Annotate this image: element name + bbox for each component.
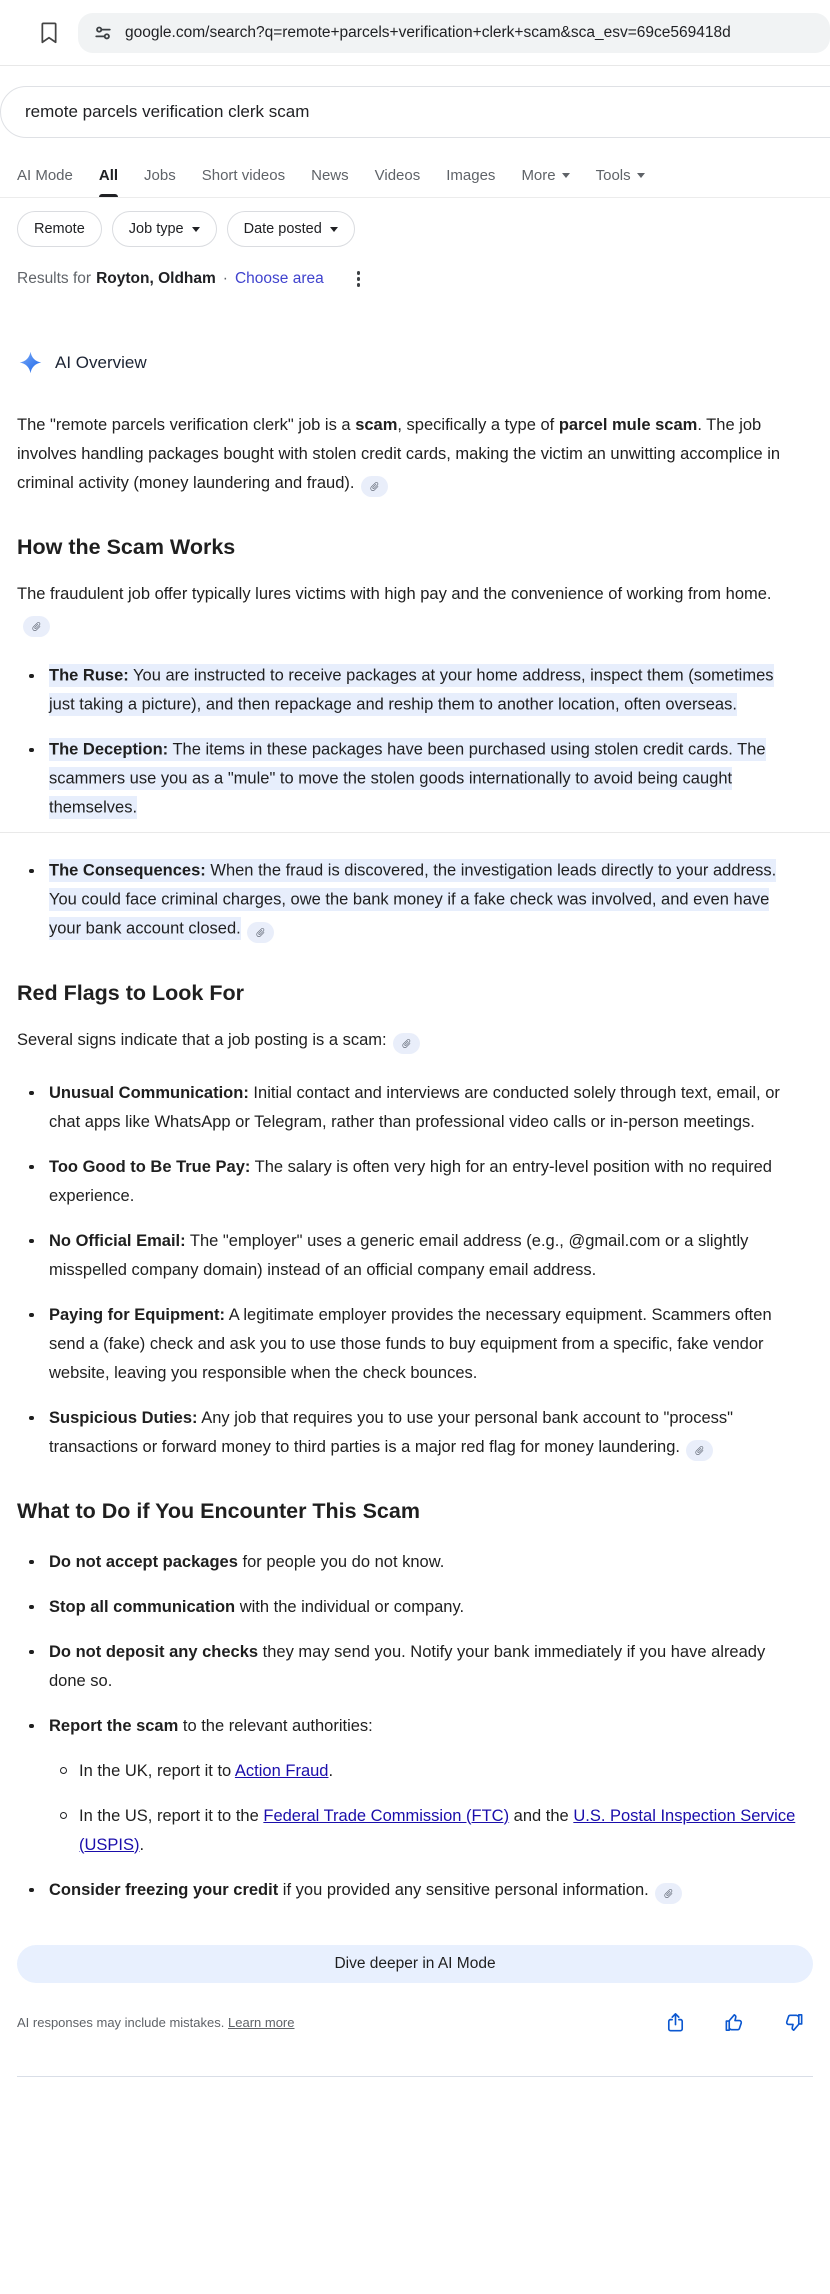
text-run: they may send you. Notify your bank immediately if you have already done so. [49,1642,766,1690]
uspis-link[interactable]: U.S. Postal Inspection Service (USPIS) [79,1806,796,1854]
results-for-label: Results for [17,269,92,287]
source-link-chip[interactable] [361,476,388,497]
dive-deeper-button[interactable]: Dive deeper in AI Mode [17,1945,813,1983]
list-item [17,1712,799,1860]
thumbs-up-icon[interactable] [723,2011,746,2034]
tab-tools[interactable] [596,167,645,197]
bookmark-icon[interactable] [38,21,60,45]
list-item [17,662,799,720]
filter-job-type-label: Job type [128,221,184,237]
ai-overview-header [17,350,813,377]
intro-paragraph [17,411,795,498]
tab-ai-mode[interactable]: AI Mode [17,167,73,184]
search-area [0,66,830,138]
ai-sparkle-icon [17,350,44,377]
filter-job-type-chip[interactable] [112,211,217,247]
text-run: to the relevant authorities: [178,1716,373,1735]
chevron-down-icon [637,173,645,178]
tab-images[interactable]: Images [446,167,496,184]
tab-all[interactable]: All [99,167,118,197]
list-item [17,1079,799,1137]
how-intro-paragraph [17,580,795,638]
tune-icon[interactable] [94,24,112,42]
bold-run: scam [355,415,398,434]
text-run: In the US, report it to the [79,1806,264,1825]
results-location: Royton, Oldham [96,269,216,287]
tab-news[interactable]: News [311,167,349,184]
choose-area-link[interactable]: Choose area [234,269,324,287]
text-run: and the [509,1806,574,1825]
text-run: , specifically a type of [397,415,559,434]
list-item [17,1593,799,1622]
list-item [17,1153,799,1211]
bold-run: No Official Email: [49,1231,186,1250]
ai-overview-footer [17,2011,813,2034]
bold-run: Suspicious Duties: [49,1408,198,1427]
source-link-chip[interactable] [23,616,50,637]
sub-list-item [49,1757,799,1786]
learn-more-link[interactable]: Learn more [228,2014,295,2030]
filter-remote-label: Remote [34,221,85,237]
how-bullet-list [17,662,799,823]
text-run: . The job involves handling packages bought with stolen credit cards, making the victim an unwitting accomplice in criminal activity (money laundering and fraud). [17,415,781,492]
thumbs-down-icon[interactable] [782,2011,805,2034]
list-item [17,857,799,944]
bold-run: Unusual Communication: [49,1083,249,1102]
separator: · [222,269,228,287]
filter-remote-chip[interactable] [17,211,102,247]
sub-list-item [49,1802,799,1860]
ai-overview-panel [0,350,830,2034]
list-item [17,736,799,823]
tab-videos[interactable]: Videos [374,167,421,184]
list-item [17,1876,799,1905]
list-item [17,1301,799,1388]
bold-run: The Consequences: [49,861,206,880]
export-icon[interactable] [664,2011,687,2034]
ai-overview-title: AI Overview [55,353,147,372]
text-run: Any job that requires you to use your personal bank account to "process" transactions or forward money to third parties is a major red flag for money laundering. [49,1408,733,1456]
bold-run: Too Good to Be True Pay: [49,1157,251,1176]
chevron-down-icon [192,227,200,232]
list-item [17,1548,799,1577]
list-item [17,1638,799,1696]
url-bar[interactable] [78,13,830,53]
text-run: for people you do not know. [237,1552,445,1571]
text-run: In the UK, report it to [79,1761,235,1780]
tab-short-videos[interactable]: Short videos [201,167,286,184]
search-box[interactable] [0,86,830,138]
tab-more-label: More [521,167,556,184]
what-to-do-bullet-list [17,1548,799,1905]
report-sub-list [49,1757,799,1860]
text-run: Initial contact and interviews are conducted solely through text, email, or chat apps like WhatsApp or Telegram, rather than professional video calls or in-person meetings. [49,1083,780,1131]
bold-run: Do not deposit any checks [49,1642,259,1661]
filter-date-posted-label: Date posted [243,221,322,237]
text-run: A legitimate employer provides the necessary equipment. Scammers often send a (fake) check and ask you to use those funds to buy equipment from a specific, fake vendor website, leaving you responsible when the check bounces. [49,1305,772,1382]
search-input[interactable] [1,102,761,122]
source-link-chip[interactable] [247,922,274,943]
bold-run: The Deception: [49,740,169,759]
page-bottom-divider [17,2076,813,2077]
filter-date-posted-chip[interactable] [227,211,355,247]
chevron-down-icon [330,227,338,232]
url-text: google.com/search?q=remote+parcels+verification+clerk+scam&sca_esv=69ce569418d [125,23,731,41]
disclaimer-text: AI responses may include mistakes. [17,2014,225,2030]
bold-run: Paying for Equipment: [49,1305,226,1324]
text-run: The "employer" uses a generic email address (e.g., @gmail.com or a slightly misspelled company domain) instead of an official company email address. [49,1231,749,1279]
ai-disclaimer [17,2015,294,2030]
source-link-chip[interactable] [393,1033,420,1054]
chevron-down-icon [562,173,570,178]
section-heading-how: How the Scam Works [17,534,236,559]
browser-toolbar [0,0,830,66]
action-fraud-link[interactable]: Action Fraud [234,1761,329,1780]
text-run: if you provided any sensitive personal information. [278,1880,649,1899]
bold-run: Stop all communication [49,1597,236,1616]
text-run: with the individual or company. [235,1597,465,1616]
tab-tools-label: Tools [595,167,631,184]
how-bullet-list-continued [17,857,799,944]
text-run: . [139,1835,145,1854]
source-link-chip[interactable] [655,1883,682,1904]
bold-run: The Ruse: [49,666,129,685]
text-run: . [328,1761,334,1780]
text-run: When the fraud is discovered, the investigation leads directly to your address. You could face criminal charges, owe the bank money if a fake check was involved, and even have your bank account closed. [49,861,777,938]
source-link-chip[interactable] [686,1440,713,1461]
text-run: The fraudulent job offer typically lures victims with high pay and the convenience of working from home. [17,584,772,603]
ftc-link[interactable]: Federal Trade Commission (FTC) [263,1806,510,1825]
results-location-line [17,268,813,290]
bold-run: Do not accept packages [49,1552,238,1571]
text-run: The "remote parcels verification clerk" job is a [17,415,356,434]
section-divider [0,832,830,833]
bold-run: parcel mule scam [558,415,698,434]
more-options-icon[interactable] [354,268,364,290]
bold-run: Report the scam [49,1716,179,1735]
tab-more[interactable] [521,167,569,197]
result-tabs [0,154,830,198]
list-item [17,1227,799,1285]
section-heading-red-flags: Red Flags to Look For [17,980,244,1005]
section-heading-what-to-do: What to Do if You Encounter This Scam [17,1498,420,1523]
filter-chips [0,198,830,247]
text-run: You are instructed to receive packages at your home address, inspect them (sometimes just taking a picture), and then repackage and reship them to another location, often overseas. [49,666,774,714]
tab-jobs[interactable]: Jobs [144,167,176,184]
text-run: The items in these packages have been purchased using stolen credit cards. The scammers use you as a "mule" to move the stolen goods internationally to avoid being caught themselves. [49,740,766,817]
list-item [17,1404,799,1462]
text-run: The salary is often very high for an entry-level position with no required experience. [49,1157,772,1205]
red-flags-bullet-list [17,1079,799,1462]
text-run: Several signs indicate that a job posting is a scam: [17,1030,387,1049]
red-flags-intro-paragraph [17,1026,795,1055]
bold-run: Consider freezing your credit [49,1880,279,1899]
feedback-icons [664,2011,813,2034]
